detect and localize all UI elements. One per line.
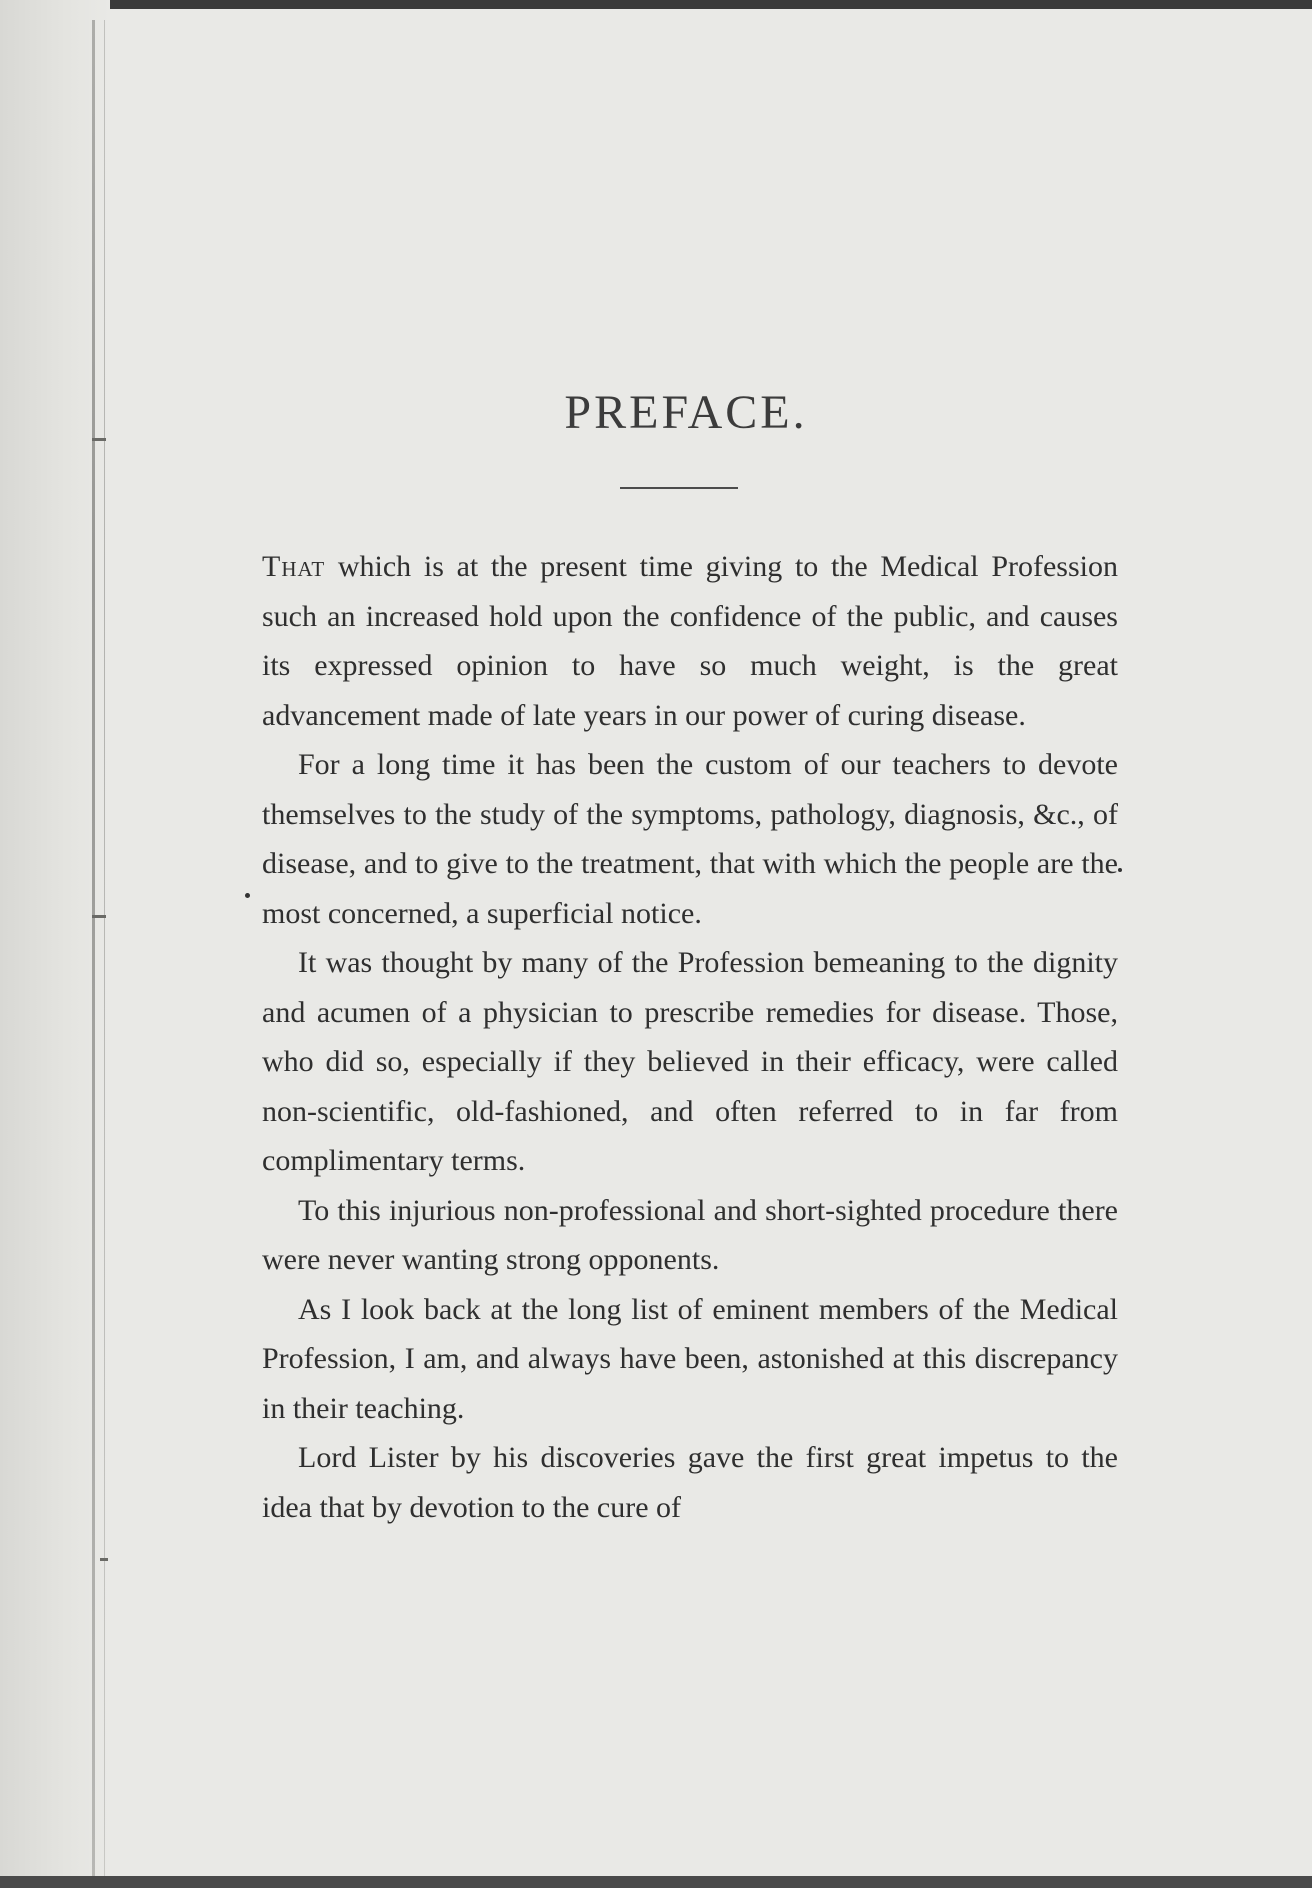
paragraph-3: It was thought by many of the Profession bemeaning to the dignity and acumen of a physician to prescribe remedies for disease. Those, who did so, especially if they believed in their efficacy, were called non-scientific, old-fashioned, and often referred to in far from complimentary terms. [262, 946, 1118, 1177]
paragraph-text: which is at the present time giving to the Medical Profession such an increased hold upon the confidence of the public, and causes its expressed opinion to have so much weight, is the great advancement made of late years in our power of curing disease. [262, 550, 1118, 732]
binding-notch [92, 915, 106, 918]
paragraph-lead-word: That [262, 550, 326, 583]
binding-notch [100, 1558, 108, 1561]
paragraph-1 [262, 542, 1118, 740]
paragraph-4: To this injurious non-professional and short-sighted procedure there were never wanting strong opponents. [262, 1193, 1118, 1276]
binding-line [92, 20, 95, 1880]
scan-top-edge [0, 0, 1312, 9]
ink-speck [245, 893, 250, 898]
paragraph-5: As I look back at the long list of eminent members of the Medical Profession, I am, and always have been, astonished at this discrepancy in their teaching. [262, 1292, 1118, 1425]
ink-speck [1118, 868, 1122, 872]
paragraph-6: Lord Lister by his discoveries gave the first great impetus to the idea that by devotion to the cure of [262, 1441, 1118, 1524]
preface-body [262, 542, 1118, 1532]
paragraph-2: For a long time it has been the custom of our teachers to devote themselves to the study of the symptoms, pathology, diagnosis, &c., of disease, and to give to the treatment, that with which the people are the most concerned, a superficial notice. [262, 748, 1118, 930]
page-heading: PREFACE. [564, 386, 808, 439]
binding-line-inner [104, 20, 105, 1880]
heading-rule [620, 487, 738, 489]
scan-bottom-edge [0, 1876, 1312, 1888]
